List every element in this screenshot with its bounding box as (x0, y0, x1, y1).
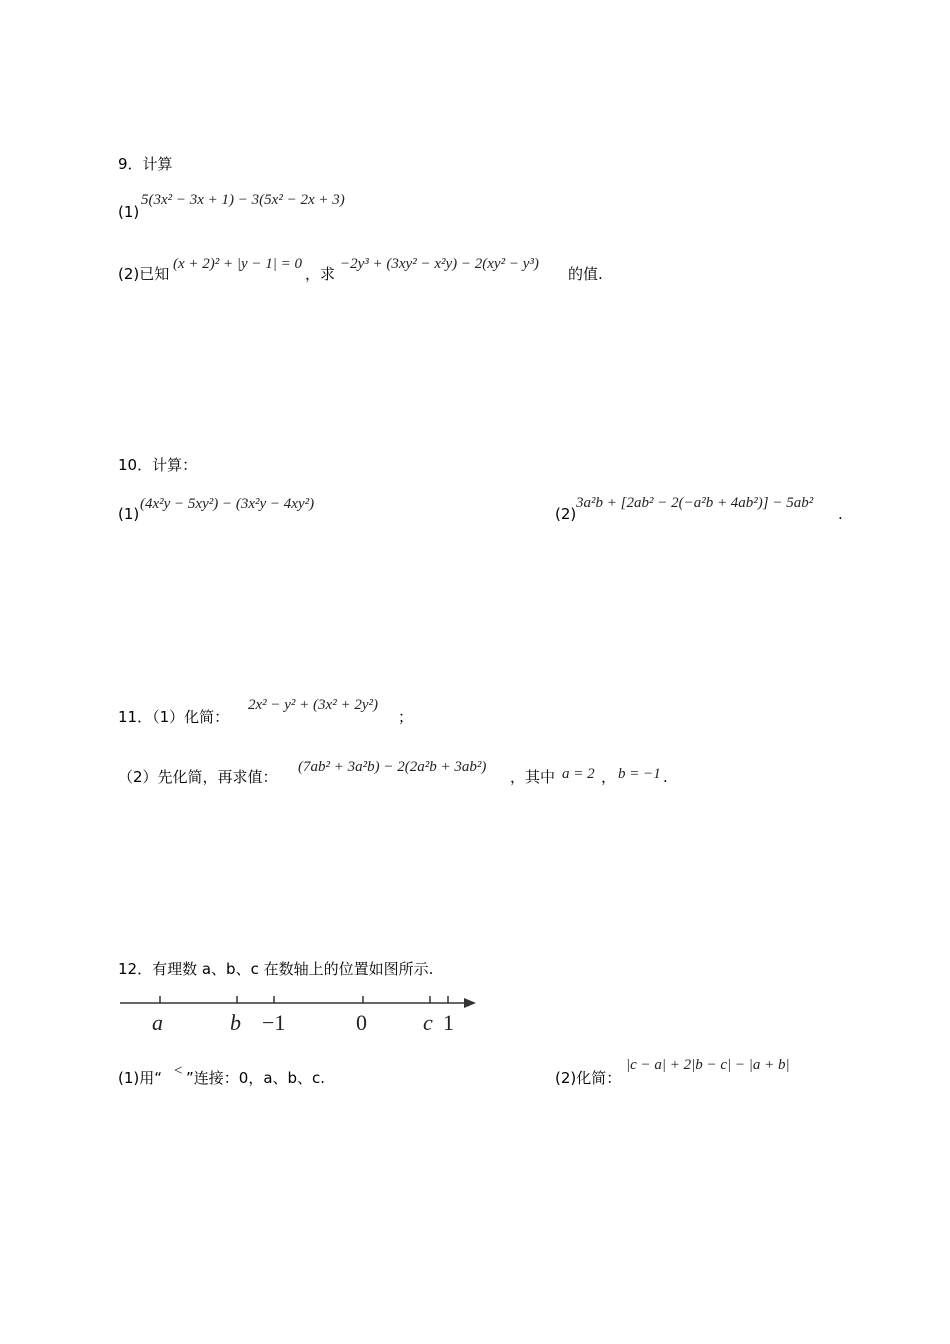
q11-title: 11．（1）化简： (118, 708, 230, 726)
q12-part1-rest: ”连接：0，a、b、c. (186, 1069, 326, 1087)
q9-part1-label: (1) (118, 203, 140, 221)
q12-part2-expression: |c − a| + 2|b − c| − |a + b| (626, 1057, 790, 1073)
q9-part2-suffix: 的值. (568, 265, 603, 283)
numline-label-one: 1 (443, 1010, 454, 1035)
q9-part2-expression: −2y³ + (3xy² − x²y) − 2(xy² − y³) (340, 256, 539, 272)
q9-title: 9．计算 (118, 155, 173, 173)
q12-part2-prefix: (2)化简： (555, 1069, 622, 1087)
q9-part1-expression: 5(3x² − 3x + 1) − 3(5x² − 2x + 3) (141, 192, 345, 208)
q11-value-b: b = −1 (618, 766, 661, 782)
q12-title: 12．有理数 a、b、c 在数轴上的位置如图所示. (118, 960, 434, 978)
q10-part1-expression: (4x²y − 5xy²) − (3x²y − 4xy²) (140, 496, 315, 512)
q11-part2-prefix: （2）先化简，再求值： (118, 768, 278, 786)
q10-part2-expression: 3a²b + [2ab² − 2(−a²b + 4ab²)] − 5ab² (576, 495, 814, 511)
numline-label-zero: 0 (356, 1010, 367, 1035)
numline-label-b: b (230, 1010, 241, 1035)
q12-part1-symbol: < (174, 1063, 183, 1079)
q12-part1-prefix: (1)用“ (118, 1069, 163, 1087)
q11-value-a: a = 2 (562, 766, 595, 782)
q11-part2-sep: ， (601, 768, 617, 786)
q11-part2-mid: ，其中 (510, 768, 556, 786)
q11-part2-expression: (7ab² + 3a²b) − 2(2a²b + 3ab²) (298, 759, 487, 775)
q10-part2-suffix: . (838, 505, 843, 523)
numline-label-minus-one: −1 (262, 1010, 286, 1035)
q9-part2-mid: ，求 (305, 265, 336, 283)
q10-part2-label: (2) (555, 505, 577, 523)
q10-title: 10．计算： (118, 456, 198, 474)
q11-part1-expression: 2x² − y² + (3x² + 2y²) (248, 697, 378, 713)
q11-part2-suffix: . (663, 768, 668, 786)
numline-label-c: c (423, 1010, 433, 1035)
q9-part2-prefix: (2)已知 (118, 265, 170, 283)
q11-part1-suffix: ； (398, 708, 414, 726)
q10-part1-label: (1) (118, 505, 140, 523)
numline-label-a: a (152, 1010, 163, 1035)
number-line-arrow (464, 998, 476, 1008)
number-line (110, 990, 490, 1040)
q9-part2-condition: (x + 2)² + |y − 1| = 0 (173, 256, 303, 272)
